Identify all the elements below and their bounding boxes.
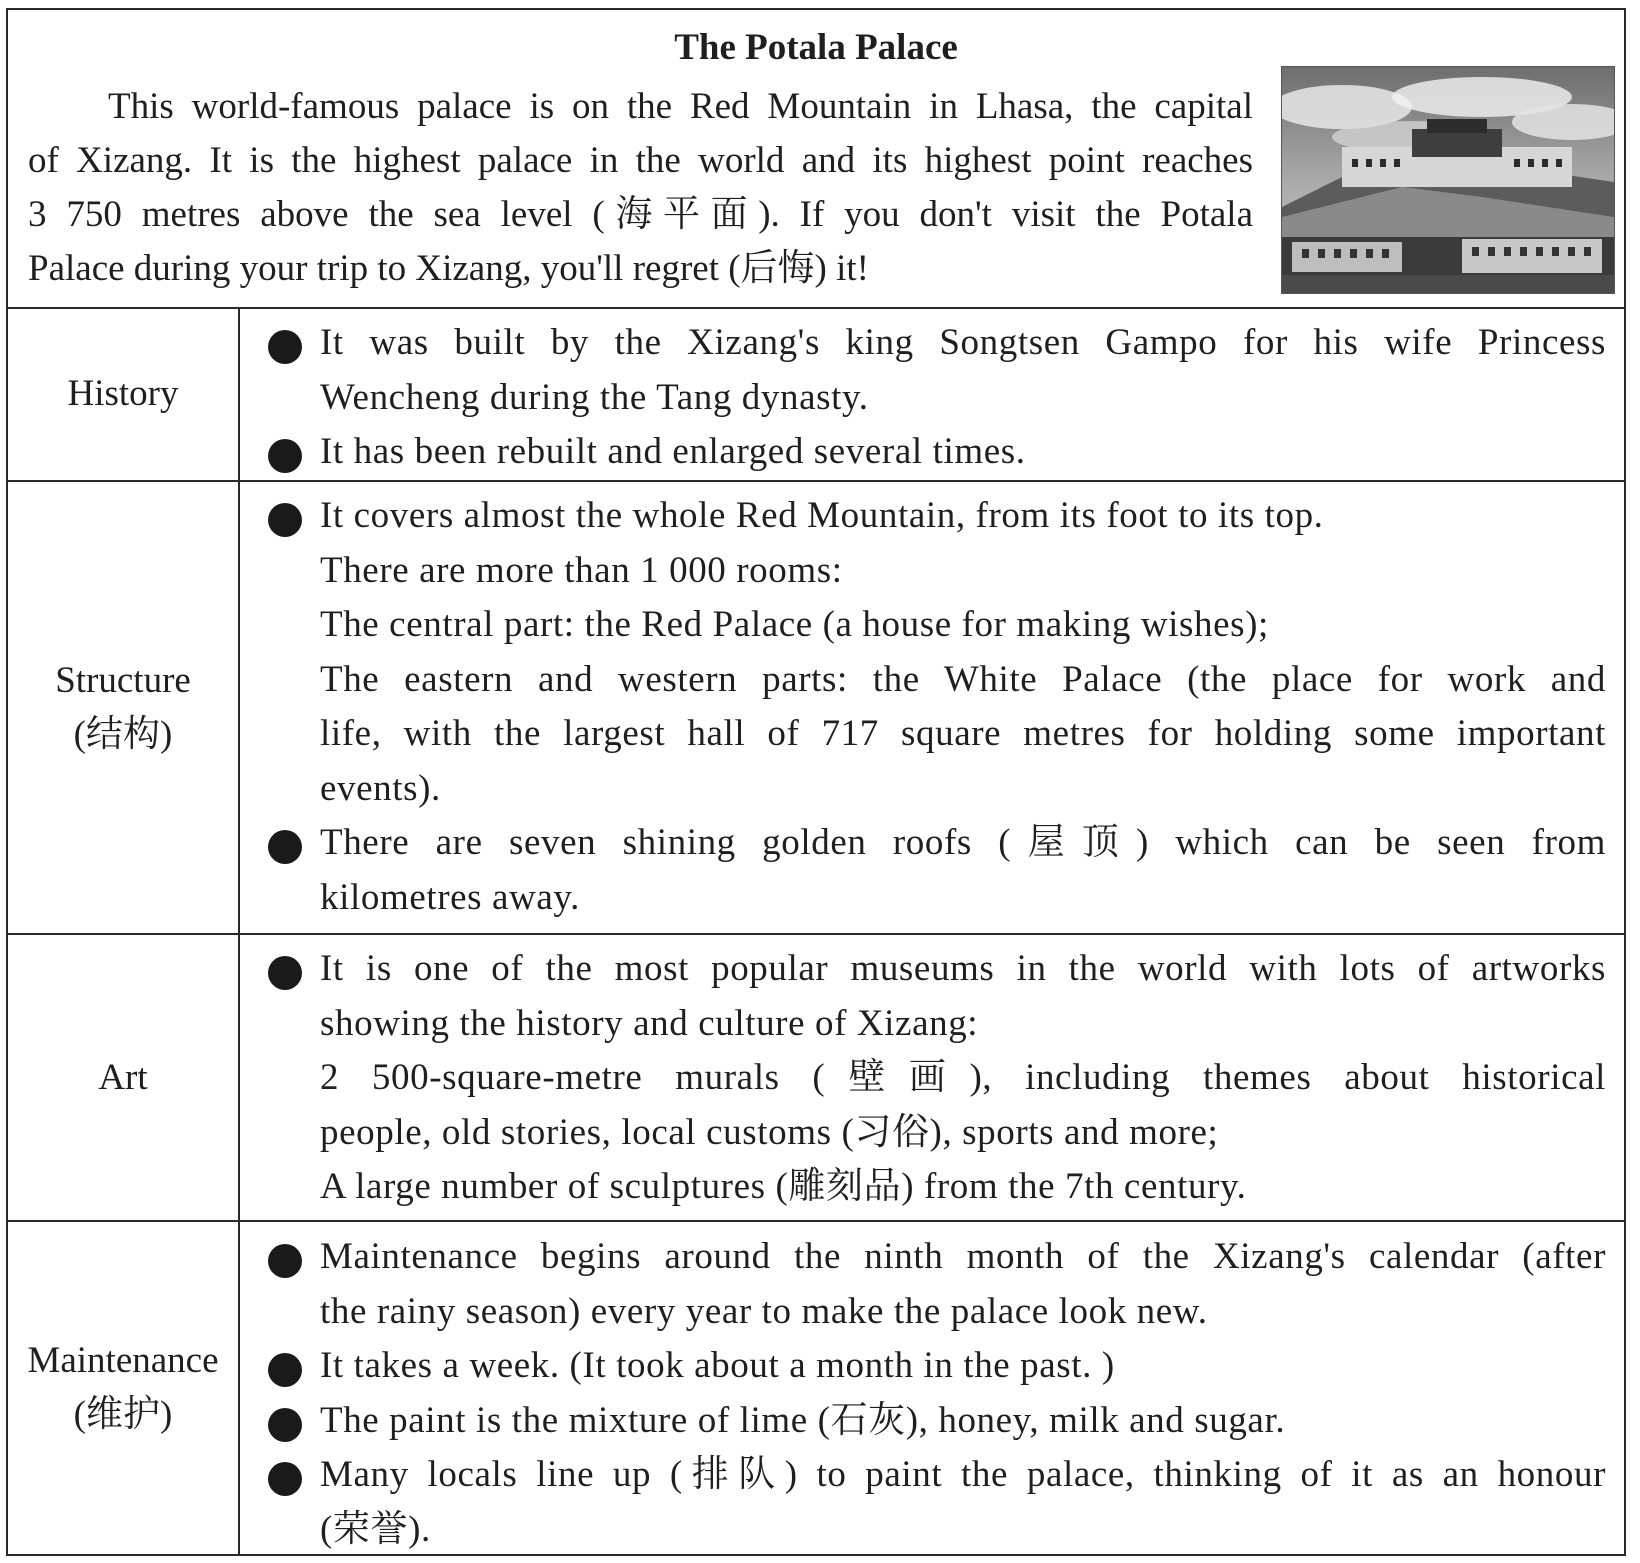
list-item xyxy=(240,1160,1624,1215)
item-line: It was built by the Xizang's king Songtsen Gampo for his wife Princess xyxy=(320,322,1606,363)
item-line: 2 500-square-metre murals (壁画), including themes about historical xyxy=(320,1057,1606,1098)
table-row-structure xyxy=(8,482,1624,935)
row-label-text: History xyxy=(67,372,179,414)
item-line: It covers almost the whole Red Mountain, from its foot to its top. xyxy=(320,495,1324,536)
item-line: It is one of the most popular museums in the world with lots of artworks xyxy=(320,948,1606,989)
list-item xyxy=(240,598,1624,653)
item-line: It takes a week. (It took about a month in the past. ) xyxy=(320,1345,1115,1386)
item-line: There are more than 1 000 rooms: xyxy=(320,549,843,591)
bullet-icon xyxy=(268,330,302,364)
intro-line: 3 750 metres above the sea level (海平面). If you don't visit the Potala xyxy=(28,194,1253,235)
item-line: (荣誉). xyxy=(320,1508,431,1550)
item-line: The central part: the Red Palace (a house for making wishes); xyxy=(320,604,1269,645)
item-line: showing the history and culture of Xizang: xyxy=(320,1002,979,1044)
list-item xyxy=(240,544,1624,599)
row-label-text: Structure xyxy=(55,659,191,701)
intro-line: of Xizang. It is the highest palace in the world and its highest point reaches xyxy=(28,140,1253,181)
bullet-icon xyxy=(268,439,302,473)
table-row-art xyxy=(8,935,1624,1222)
table-row-history xyxy=(8,307,1624,482)
intro-section xyxy=(8,10,1624,309)
row-label xyxy=(8,482,240,933)
table-row-maintenance xyxy=(8,1222,1624,1554)
item-line: Many locals line up (排队) to paint the palace, thinking of it as an honour xyxy=(320,1454,1606,1495)
intro-line: Palace during your trip to Xizang, you'll regret (后悔) it! xyxy=(28,248,869,289)
row-label xyxy=(8,307,240,480)
item-line: kilometres away. xyxy=(320,876,580,918)
list-item xyxy=(240,425,1624,480)
item-line: the rainy season) every year to make the palace look new. xyxy=(320,1290,1208,1332)
info-table xyxy=(6,8,1626,1556)
page-title: The Potala Palace xyxy=(674,27,958,68)
bullet-icon xyxy=(268,1462,302,1496)
row-content xyxy=(240,482,1624,933)
list-item xyxy=(240,316,1624,425)
row-content xyxy=(240,307,1624,480)
item-line: Maintenance begins around the ninth month of the Xizang's calendar (after xyxy=(320,1236,1606,1277)
list-item xyxy=(240,942,1624,1051)
item-line: life, with the largest hall of 717 square metres for holding some important xyxy=(320,713,1606,754)
list-item xyxy=(240,816,1624,925)
item-line: events). xyxy=(320,767,441,809)
row-content xyxy=(240,935,1624,1220)
bullet-icon xyxy=(268,830,302,864)
list-item xyxy=(240,1230,1624,1339)
potala-palace-photo xyxy=(1281,66,1615,294)
row-label-text: (结构) xyxy=(73,713,173,755)
row-label-text: Art xyxy=(98,1056,148,1098)
row-content xyxy=(240,1222,1624,1554)
bullet-icon xyxy=(268,1353,302,1387)
list-item xyxy=(240,489,1624,544)
intro-paragraph xyxy=(28,80,1253,296)
row-label xyxy=(8,935,240,1220)
bullet-icon xyxy=(268,956,302,990)
item-line: Wencheng during the Tang dynasty. xyxy=(320,376,869,418)
bullet-icon xyxy=(268,1408,302,1442)
item-line: It has been rebuilt and enlarged several times. xyxy=(320,431,1026,472)
bullet-icon xyxy=(268,1244,302,1278)
item-line: A large number of sculptures (雕刻品) from the 7th century. xyxy=(320,1166,1247,1207)
row-label-text: Maintenance xyxy=(27,1340,219,1381)
item-line: There are seven shining golden roofs (屋顶) which can be seen from xyxy=(320,822,1606,863)
list-item xyxy=(240,1448,1624,1557)
list-item xyxy=(240,1339,1624,1394)
list-item xyxy=(240,1394,1624,1449)
list-item xyxy=(240,653,1624,817)
row-label-text: (维护) xyxy=(73,1394,173,1435)
list-item xyxy=(240,1051,1624,1160)
item-line: The eastern and western parts: the White Palace (the place for work and xyxy=(320,658,1606,700)
bullet-icon xyxy=(268,503,302,537)
row-label xyxy=(8,1222,240,1554)
item-line: The paint is the mixture of lime (石灰), honey, milk and sugar. xyxy=(320,1399,1286,1441)
item-line: people, old stories, local customs (习俗), sports and more; xyxy=(320,1111,1219,1153)
intro-line: This world-famous palace is on the Red Mountain in Lhasa, the capital xyxy=(108,86,1253,127)
